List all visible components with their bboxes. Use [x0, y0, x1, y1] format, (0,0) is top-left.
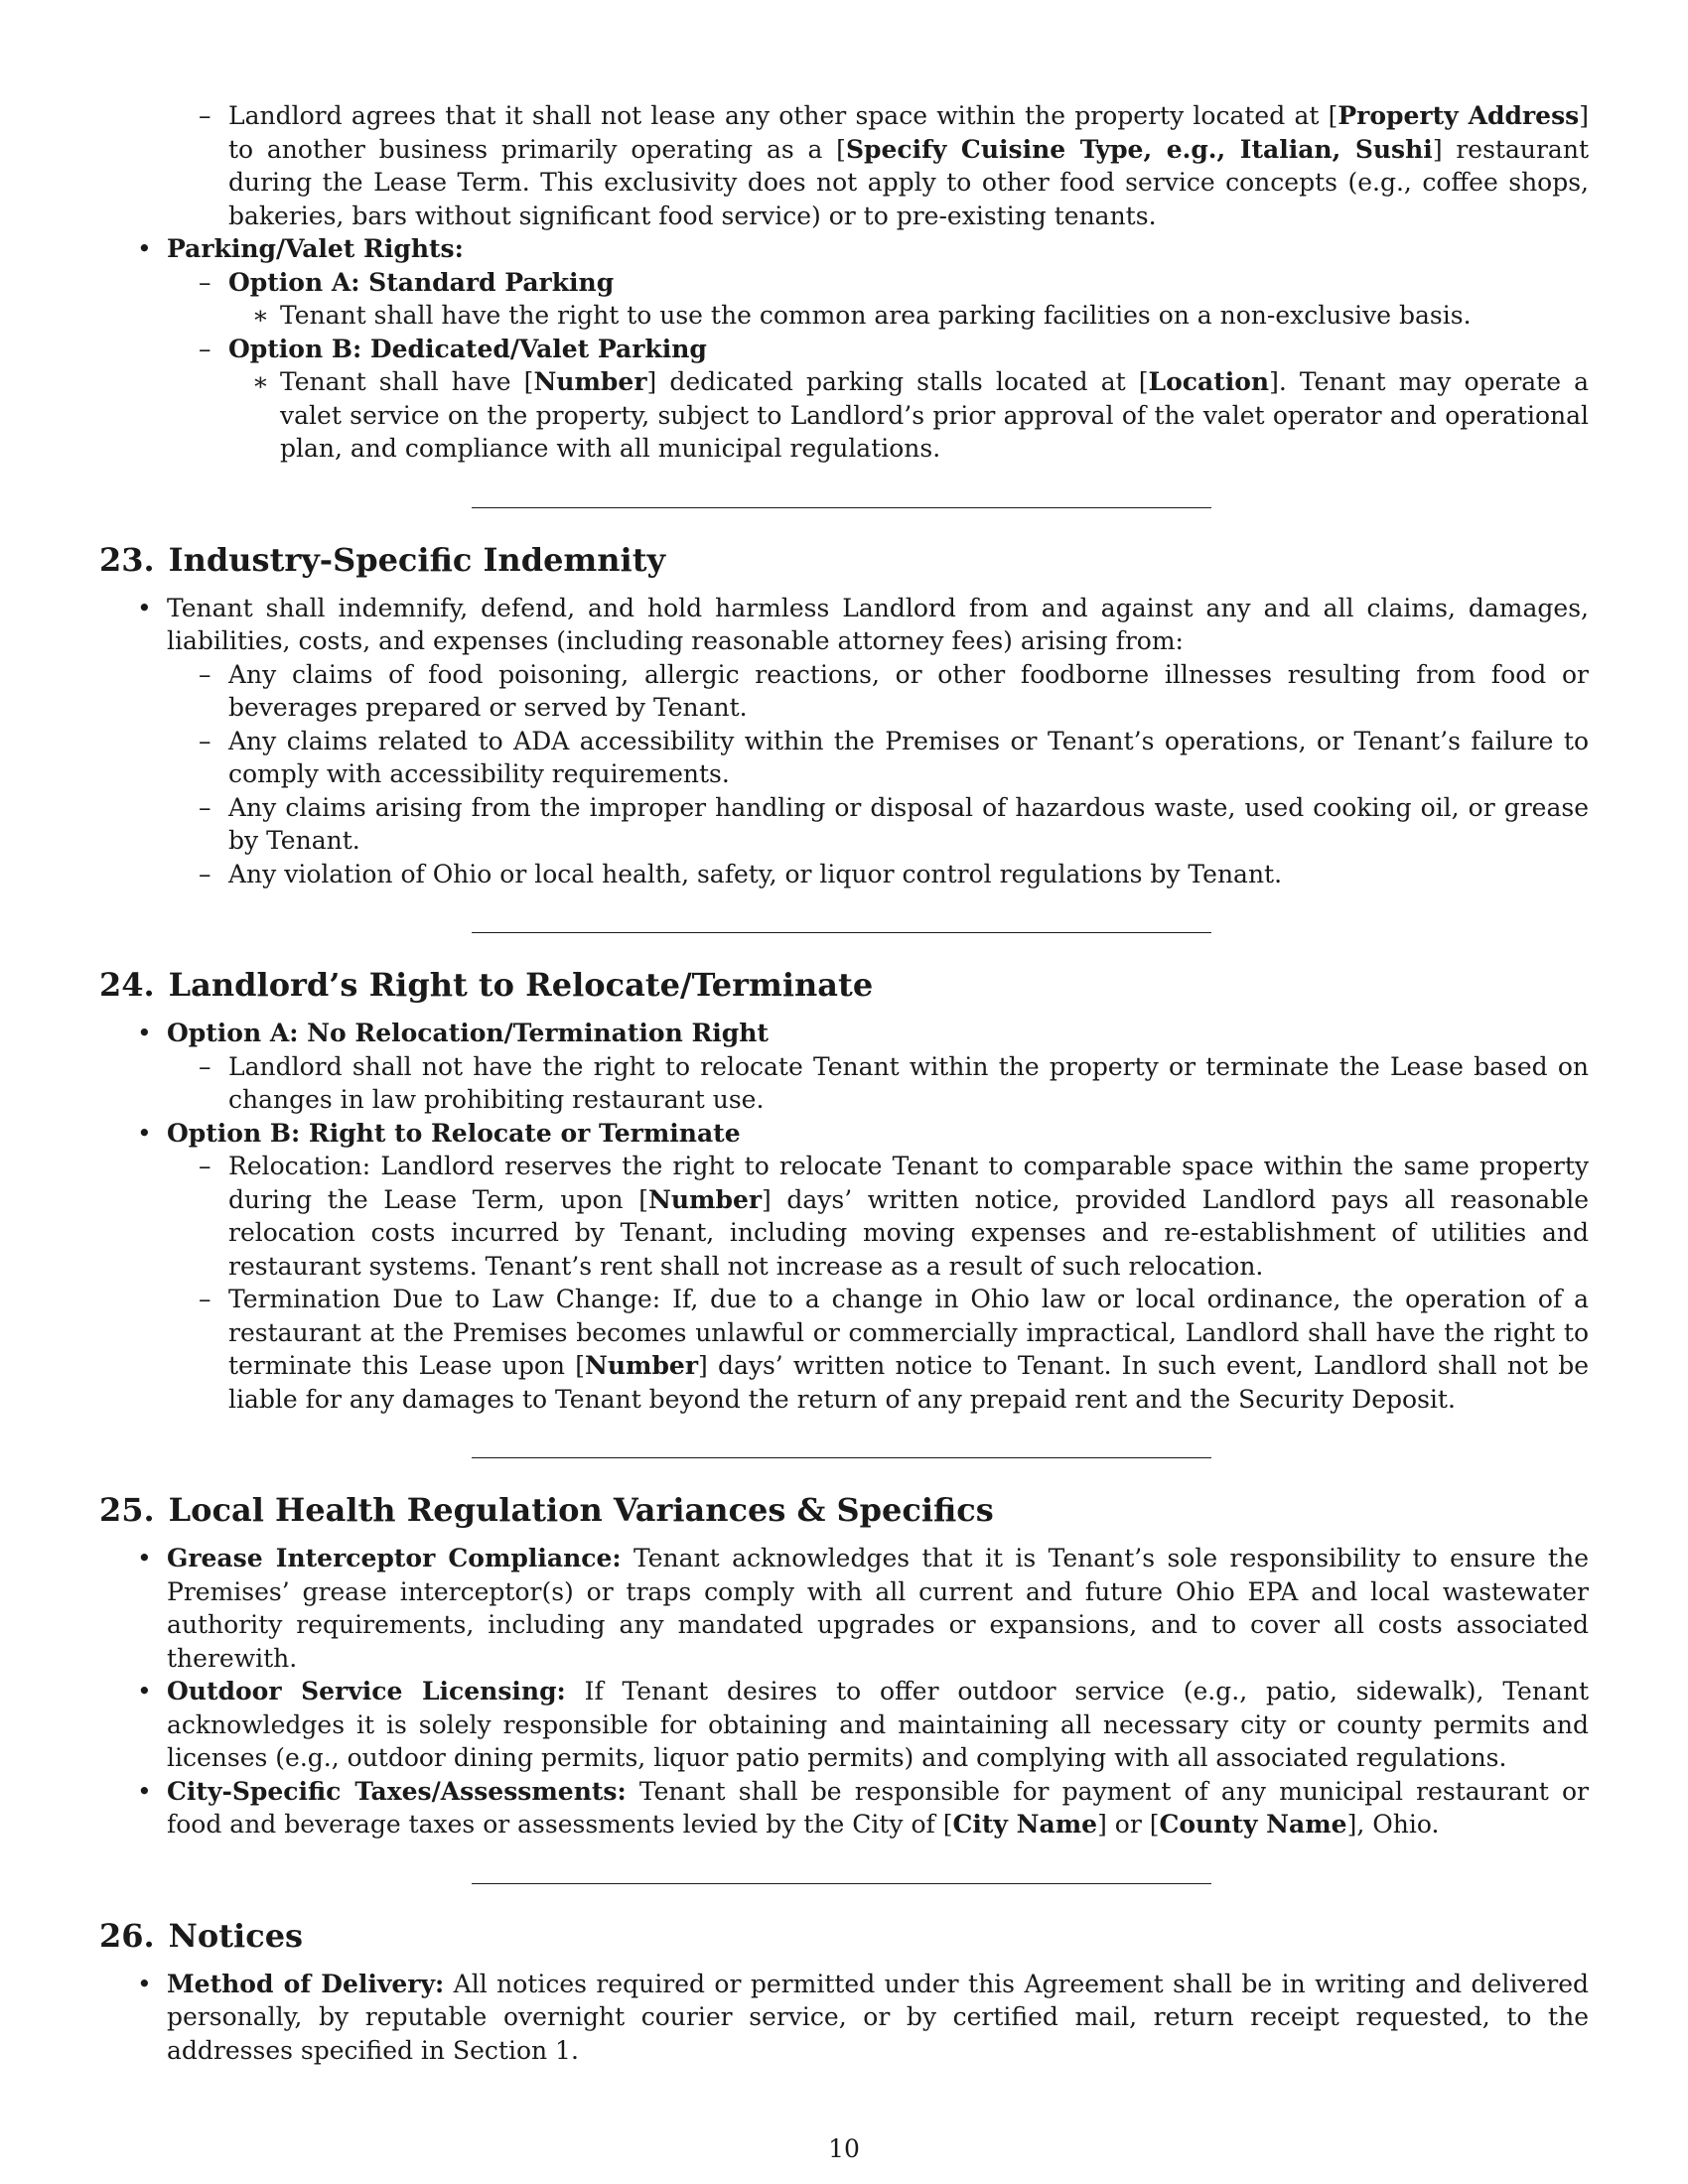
location-placeholder: Location	[1148, 367, 1270, 396]
parking-option-b-details	[280, 365, 1589, 466]
document-page	[99, 99, 1589, 2067]
method-of-delivery-item: • Method of Delivery: All notices required or permitted under this Agreement shall be in writing and delivered personally, by reputable overnight courier service, or by certified mail, return receipt requested, to the addresses specified in Section 1.	[167, 1968, 1589, 2068]
outdoor-service-item: • Outdoor Service Licensing: If Tenant desires to offer outdoor service (e.g., patio, sidewalk), Tenant acknowledges it is solely responsible for obtaining and maintaining all necessary city or county permits and licenses (e.g., outdoor dining permits, liquor patio permits) and complying with all associated regulations.	[167, 1675, 1589, 1775]
relocate-option-a-list	[167, 1017, 1589, 1050]
indemnity-intro: • Tenant shall indemnify, defend, and hold harmless Landlord from and against any and all claims, damages, liabilities, costs, and expenses (including reasonable attorney fees) arising from:	[167, 592, 1589, 658]
page-number: 10	[828, 2134, 860, 2163]
relocate-option-b-list	[167, 1117, 1589, 1151]
parking-option-a-text: ∗ Tenant shall have the right to use the common area parking facilities on a non-exclusive basis.	[280, 299, 1589, 333]
relocate-option-b-details	[228, 1150, 1589, 1416]
list-item: – Any violation of Ohio or local health, safety, or liquor control regulations by Tenant.	[228, 858, 1589, 891]
parking-options-list	[228, 266, 1589, 300]
number-placeholder: Number	[647, 1184, 763, 1214]
notices-list	[167, 1968, 1589, 2068]
exclusivity-clause: – Landlord agrees that it shall not lease any other space within the property located at [Property Address] to another business primarily operating as a [Specify Cuisine Type, e.g., Italian, Sushi] restaurant during the Lease Term. This exclusivity does not apply to other food service concepts (e.g., coffee shops, bakeries, bars without significant food service) or to pre-existing tenants.	[228, 99, 1589, 232]
list-item: – Any claims of food poisoning, allergic reactions, or other foodborne illnesses resulting from food or beverages prepared or served by Tenant.	[228, 658, 1589, 725]
relocate-option-a: • Option A: No Relocation/Termination Right	[167, 1017, 1589, 1050]
parking-list	[167, 232, 1589, 266]
health-regulation-list	[167, 1542, 1589, 1842]
city-name-placeholder: City Name	[952, 1810, 1098, 1839]
indemnity-items	[228, 658, 1589, 891]
list-item: – Any claims arising from the improper handling or disposal of hazardous waste, used cooking oil, or grease by Tenant.	[228, 791, 1589, 858]
section-heading-24: 24. Landlord’s Right to Relocate/Terminate	[99, 966, 874, 1004]
parking-options-list-b	[228, 333, 1589, 366]
list-item: – Any claims related to ADA accessibility within the Premises or Tenant’s operations, or Tenant’s failure to comply with accessibility requirements.	[228, 725, 1589, 791]
number-placeholder: Number	[584, 1351, 699, 1380]
section-heading-23: 23. Industry-Specific Indemnity	[99, 540, 666, 579]
indemnity-list	[167, 592, 1589, 658]
relocate-option-a-details	[228, 1050, 1589, 1117]
section-divider	[472, 507, 1211, 508]
property-address-placeholder: Property Address	[1337, 101, 1580, 130]
grease-interceptor-item: • Grease Interceptor Compliance: Tenant acknowledges that it is Tenant’s sole responsibility to ensure the Premises’ grease interceptor(s) or traps comply with all current and future Ohio EPA and local wastewater authority requirements, including any mandated upgrades or expansions, and to cover all costs associated therewith.	[167, 1542, 1589, 1675]
list-item: – Landlord shall not have the right to relocate Tenant within the property or terminate the Lease based on changes in law prohibiting restaurant use.	[228, 1050, 1589, 1117]
relocation-clause: – Relocation: Landlord reserves the right to relocate Tenant to comparable space within the same property during the Lease Term, upon [Number] days’ written notice, provided Landlord pays all reasonable relocation costs incurred by Tenant, including moving expenses and re-establishment of utilities and restaurant systems. Tenant’s rent shall not increase as a result of such relocation.	[228, 1150, 1589, 1283]
parking-rights-item	[167, 232, 1589, 266]
cuisine-type-placeholder: Specify Cuisine Type, e.g., Italian, Sushi	[845, 134, 1433, 164]
county-name-placeholder: County Name	[1159, 1810, 1347, 1839]
parking-option-a-details	[280, 299, 1589, 333]
section-divider	[472, 1883, 1211, 1884]
parking-option-b: – Option B: Dedicated/Valet Parking	[228, 333, 1589, 366]
termination-clause: – Termination Due to Law Change: If, due to a change in Ohio law or local ordinance, the operation of a restaurant at the Premises becomes unlawful or commercially impractical, Landlord shall have the right to terminate this Lease upon [Number] days’ written notice to Tenant. In such event, Landlord shall not be liable for any damages to Tenant beyond the return of any prepaid rent and the Security Deposit.	[228, 1283, 1589, 1416]
number-placeholder: Number	[533, 367, 647, 396]
section-heading-26: 26. Notices	[99, 1916, 304, 1955]
relocate-option-b: • Option B: Right to Relocate or Terminate	[167, 1117, 1589, 1151]
city-taxes-item: • City-Specific Taxes/Assessments: Tenant shall be responsible for payment of any municipal restaurant or food and beverage taxes or assessments levied by the City of [City Name] or [County Name], Ohio.	[167, 1775, 1589, 1842]
exclusivity-list	[228, 99, 1589, 232]
section-divider	[472, 932, 1211, 933]
parking-option-a: – Option A: Standard Parking	[228, 266, 1589, 300]
section-heading-25: 25. Local Health Regulation Variances & Specifics	[99, 1491, 994, 1529]
parking-option-b-text: ∗ Tenant shall have [Number] dedicated parking stalls located at [Location]. Tenant may operate a valet service on the property, subject to Landlord’s prior approval of the valet operator and operational plan, and compliance with all municipal regulations.	[280, 365, 1589, 466]
parking-rights-label: Parking/Valet Rights:	[167, 234, 464, 263]
section-divider	[472, 1457, 1211, 1458]
